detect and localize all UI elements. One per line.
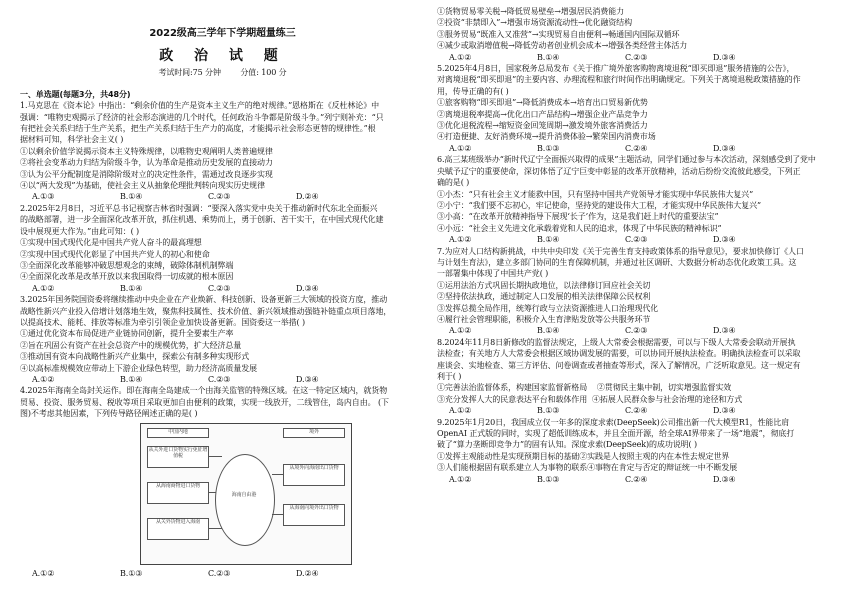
statement: ③人们能根据固有联系建立人为事物的联系④事物在肯定与否定的辩证统一中不断发展	[437, 463, 738, 473]
diagram-hub-label: 海南自由港	[231, 491, 257, 498]
exam-time: 考试时间:75 分钟	[158, 68, 221, 78]
choice-d: D.③④	[713, 143, 736, 153]
question-stem: 5.2025年4月8日，国家税务总局发布《关于推广境外旅客购物离境退税“即买即退”服务措施的公告》，	[437, 64, 795, 74]
statement: ④履行社会管理职能，积极介入生育津贴发放等公共服务环节	[437, 314, 651, 324]
statement: ④全面深化改革是改革开放以来我国取得一切成就的根本原因	[20, 272, 234, 282]
statement: ③充分发挥人大的民意表达平台和载体作用	[437, 394, 588, 404]
choice-b: B.①④	[120, 374, 143, 384]
exam-info	[20, 67, 425, 78]
statement: ①通过优化资本布局促进产业链协同创新，提升全要素生产率	[20, 329, 234, 339]
choice-b: B.①④	[537, 235, 560, 245]
choice-c: C.②③	[625, 52, 648, 62]
question-stem: 2.2025年2月8日，习近平总书记视察吉林省时强调：“要深入落实党中央关于推动新时代东北全面振兴	[20, 203, 378, 213]
diagram-box: 从关外进口货物实行免征增值税	[147, 446, 209, 468]
question-stem: 3.2025年国务院国资委将继续推动中央企业在产业焕新、科技创新、设备更新三大领域的投资方度，推动	[20, 295, 388, 305]
question-stem: 央赋予辽宁的重要使命，深切体悟了辽宁巨变中彰显的改革开放精神，活动后纷纷交流彼此感受，下列正	[437, 166, 801, 176]
choice-b: B.①③	[120, 568, 143, 578]
question-stem: 设中展现更大作为。”由此可知：( )	[20, 226, 140, 236]
statement: ③推动国有资本向战略性新兴产业集中，探索公有制多种实现形式	[20, 352, 250, 362]
choice-d: D.③④	[296, 283, 319, 293]
choice-a: A.①②	[449, 52, 472, 62]
choice-a: A.①②	[449, 406, 472, 416]
question-stem: OpenAI 正式版的同时，实现了超低训练成本，并且全面开源，给全球AI界带来了一场“地震”，彻底打	[437, 429, 795, 439]
statement: ④小远：“社会主义先进文化承载着党和人民的追求，体现了中华民族的精神标识”	[437, 223, 722, 233]
diagram-box: 从境外向海南出口货物	[283, 464, 345, 486]
statement: ④减少或取消增值税→降低劳动者创业机会成本→增强各类经营主体活力	[437, 41, 688, 51]
answer-choices	[437, 52, 845, 63]
question-stem: 一部署集中体现了中国共产党( )	[437, 269, 549, 279]
statement: ①实现中国式现代化是中国共产党人奋斗的最高理想	[20, 238, 202, 248]
question-6	[437, 154, 845, 245]
choice-b: B.①④	[120, 283, 143, 293]
question-4	[20, 385, 425, 579]
choice-d: D.③④	[713, 52, 736, 62]
choice-d: D.②④	[296, 192, 319, 202]
diagram-label-mainland: 中国内地	[147, 428, 209, 438]
statement: ②坚持依法执政，通过制定人口发展的相关法律保障公民权利	[437, 292, 651, 302]
statement-row	[437, 394, 845, 405]
choice-d: D.③④	[713, 474, 736, 484]
question-stem: 战略性新兴产业投入倍增计划落地生效，聚焦科技属性、技术价值、新兴领域推动强链补链重点项目落地，	[20, 306, 392, 316]
question-7	[437, 246, 845, 337]
choice-c: C.②④	[625, 474, 648, 484]
question-stem: 有把社会关系归结于生产关系，把生产关系归结于生产力的高度，才能揭示社会形态更替的规律性。”根	[20, 124, 376, 134]
statement: ①完善法治监督体系，构建国家监督新格局	[437, 383, 588, 393]
statement: ①货物贸易零关税→降低贸易壁垒→增强居民消费能力	[437, 7, 625, 16]
question-stem: 1.马克思在《资本论》中指出：“剩余价值的生产是资本主义生产的绝对规律。”恩格斯在《反杜林论》中	[20, 101, 380, 111]
hainan-diagram	[140, 423, 352, 565]
choice-a: A.①②	[32, 374, 55, 384]
statement: ④拓展人民群众参与社会治理的途径和方式	[592, 394, 743, 404]
statement: ②实现中国式现代化彰显了中国共产党人的初心和使命	[20, 249, 210, 259]
choice-b: B.①④	[537, 326, 560, 336]
question-5	[437, 63, 845, 154]
question-stem: 确的是( )	[437, 178, 470, 188]
statement-row	[437, 382, 845, 393]
statement: ②小宁：“我们要不忘初心，牢记使命，坚持党的建设伟大工程，才能实现中华民族伟大复兴”	[437, 200, 761, 210]
choice-c: C.②③	[208, 192, 231, 202]
question-9	[437, 417, 845, 485]
statement: ①小杰：“只有社会主义才能救中国，只有坚持中国共产党领导才能实现中华民族伟大复兴”	[437, 189, 754, 199]
choice-b: B.①③	[537, 406, 560, 416]
choice-a: A.①②	[449, 474, 472, 484]
diagram-box: 从海南商物进口货物	[147, 482, 209, 504]
question-stem: 破了“算力垄断即竞争力”的固有认知。深度求索(DeepSeek)的成功说明( )	[437, 440, 698, 450]
choice-b: B.①④	[120, 192, 143, 202]
diagram-label-overseas: 境外	[283, 428, 345, 438]
answer-choices	[437, 325, 845, 336]
statement: ①运用法治方式巩固长期执政地位，以法律修订回应社会关切	[437, 280, 651, 290]
answer-choices	[437, 143, 845, 154]
answer-choices	[20, 191, 425, 202]
question-stem: 8.2024年11月8日新修改的监督法规定，上级人大常委会根据需要，可以与下级人大常委会联动开展执	[437, 337, 796, 347]
choice-d: D.②④	[296, 568, 319, 578]
choice-b: B.①③	[537, 143, 560, 153]
choice-c: C.②③	[625, 326, 648, 336]
section-heading: 一、单选题(每题3分，共48分)	[20, 89, 131, 99]
question-stem: 利于( )	[437, 372, 462, 381]
statement: ③小高：“在改革开放精神指导下展现‘长子’作为，这是我们赶上时代的重要法宝”	[437, 212, 719, 222]
question-stem: 贸易、投资、服务贸易、税收等项目采取更加自由便利的政策，实现一线放开，二线管住，岛内自由。 (下	[20, 397, 389, 407]
diagram-arrow	[272, 474, 283, 475]
question-stem: 4.2025年海南全岛封关运作。即在海南全岛建成一个由海关监管的特殊区域。在这一特定区域内，就货物	[20, 386, 388, 396]
question-4-continued	[437, 6, 845, 63]
choice-a: A.①②	[449, 235, 472, 245]
choice-c: C.②④	[625, 143, 648, 153]
statement: ②投资“非禁即入”→增强市场资源流动性→优化融资结构	[437, 18, 632, 28]
question-stem: 对离境退税“即买即退”的主要内容、办理流程和旅行时间作出明确规定。下列关于离境退税政策措施的作	[437, 75, 801, 85]
subject-title: 政 治 试 题	[159, 48, 286, 65]
statement: ③发挥总揽全局作用，统筹行政与立法资源推进人口治理现代化	[437, 303, 659, 313]
choice-b: B.①④	[537, 52, 560, 62]
exam-title: 2022级高三学年下学期超量练三	[149, 28, 296, 39]
answer-choices	[437, 405, 845, 416]
question-stem: 强调：“唯物史观揭示了经济的社会形态演进的几个时代，任何政治斗争都是阶级斗争。”列宁则补充：“只	[20, 112, 384, 122]
diagram-arrow	[208, 492, 216, 493]
question-stem: 7.为应对人口结构新挑战，中共中央印发《关于完善生育支持政策体系的指导意见》，要求加快修订《人口	[437, 246, 804, 256]
question-stem: 用，传导正确的有( )	[437, 86, 509, 96]
choice-a: A.①②	[449, 143, 472, 153]
choice-a: A.①②	[32, 283, 55, 293]
choice-a: A.①②	[449, 326, 472, 336]
question-stem: 6.高三某班级举办“新时代辽宁全面振兴取得的成果”主题活动，同学们通过参与本次活动，深刻感受到了党中	[437, 155, 816, 165]
statement: ①以剩余价值学说揭示资本主义特殊规律，以唯物史观阐明人类普遍规律	[20, 146, 273, 156]
choice-c: C.②③	[208, 374, 231, 384]
choice-a: A.①②	[32, 568, 55, 578]
statement: ②旨在巩固公有资产在社会总资产中的规模优势，扩大经济总量	[20, 340, 242, 350]
choice-d: D.③④	[713, 326, 736, 336]
question-stem: 据材料可知，科学社会主义( )	[20, 135, 124, 145]
left-column	[20, 6, 425, 579]
choice-c: C.②③	[208, 283, 231, 293]
right-column	[437, 6, 845, 485]
statement: ④打造便捷、友好消费环境→提升消费体验→繁荣国内消费市场	[437, 132, 656, 142]
question-stem: 与计划生育法》，建立多部门协同的生育保障机制，并通过社区调研、大数据分析动态优化政策工具。这	[437, 257, 797, 267]
question-8	[437, 337, 845, 417]
statement: ④以高标准规模效应带动上下游企业绿色转型，助力经济高质量发展	[20, 363, 257, 373]
statement: ④以“两大发现”为基础，使社会主义从抽象伦理批判转向现实历史规律	[20, 181, 265, 191]
answer-choices	[437, 234, 845, 245]
question-stem: 法检查；有关地方人大常委会根据区域协调发展的需要，可以协同开展执法检查。明确执法检查可以采取	[437, 349, 801, 359]
choice-d: D.③④	[296, 374, 319, 384]
statement: ②将社会变革动力归结为阶级斗争，认为革命是推动历史发展的直接动力	[20, 158, 273, 168]
answer-choices	[437, 474, 845, 485]
answer-choices	[20, 283, 425, 294]
question-stem: 9.2025年1月20日，我国成立仅一年多的深度求索(DeepSeek)公司推出新一代大模型R1，性能比肩	[437, 417, 790, 427]
statement: ③优化退税流程→缩短资金回笼周期→激发境外旅客消费活力	[437, 121, 648, 131]
answer-choices	[20, 374, 425, 385]
statement: ③服务贸易“既准入又准营”→实现贸易自由便利→畅通国内国际双循环	[437, 29, 680, 39]
question-stem: 图)不考虑其他因素，下列传导路径阐述正确的是( )	[20, 409, 198, 419]
statement: ①旅客购物“即买即退”→降低消费成本→培育出口贸易新优势	[437, 98, 648, 108]
question-stem: 座谈会、实地检查、第三方评估、问卷调查或者抽查等形式，深入了解情况，广泛听取意见。这一规定有	[437, 360, 801, 370]
diagram-box: 从关外货物进入海南	[147, 518, 209, 540]
question-1	[20, 100, 425, 203]
question-stem: 以提高技术、能耗、排放等标准为牵引引领企业加快设备更新。国资委这一举措( )	[20, 317, 305, 327]
choice-a: A.①③	[32, 192, 55, 202]
diagram-arrow	[208, 456, 222, 457]
choice-c: C.②④	[625, 406, 648, 416]
choice-d: D.③④	[713, 235, 736, 245]
diagram-arrow	[208, 528, 222, 529]
answer-choices	[20, 568, 425, 579]
question-2	[20, 203, 425, 294]
choice-c: C.②③	[625, 235, 648, 245]
choice-d: D.③④	[713, 406, 736, 416]
exam-score: 分值: 100 分	[240, 68, 287, 78]
choice-c: C.②③	[208, 568, 231, 578]
statement: ②离境退税率提高→优化出口产品结构→增强企业产品竞争力	[437, 109, 648, 119]
statement: ③全面深化改革能够冲破思想观念的束缚，破除体制机制弊端	[20, 260, 234, 270]
statement: ②贯彻民主集中制，切实增强监督实效	[596, 383, 732, 393]
diagram-arrow	[272, 514, 283, 515]
question-3	[20, 294, 425, 385]
diagram-box: 从海南向境外出口货物	[283, 504, 345, 526]
statement: ③认为公平分配制度是消除阶级对立的决定性条件，需通过改良逐步实现	[20, 169, 273, 179]
choice-b: B.①③	[537, 474, 560, 484]
question-stem: 的战略部署，进一步全面深化改革开放，抓住机遇、乘势而上，勇于创新、苦干实干，在中国式现代化建	[20, 215, 384, 225]
statement: ①发挥主观能动性是实现预期目标的基础②实践是人按照主观的内在本性去规定世界	[437, 451, 730, 461]
